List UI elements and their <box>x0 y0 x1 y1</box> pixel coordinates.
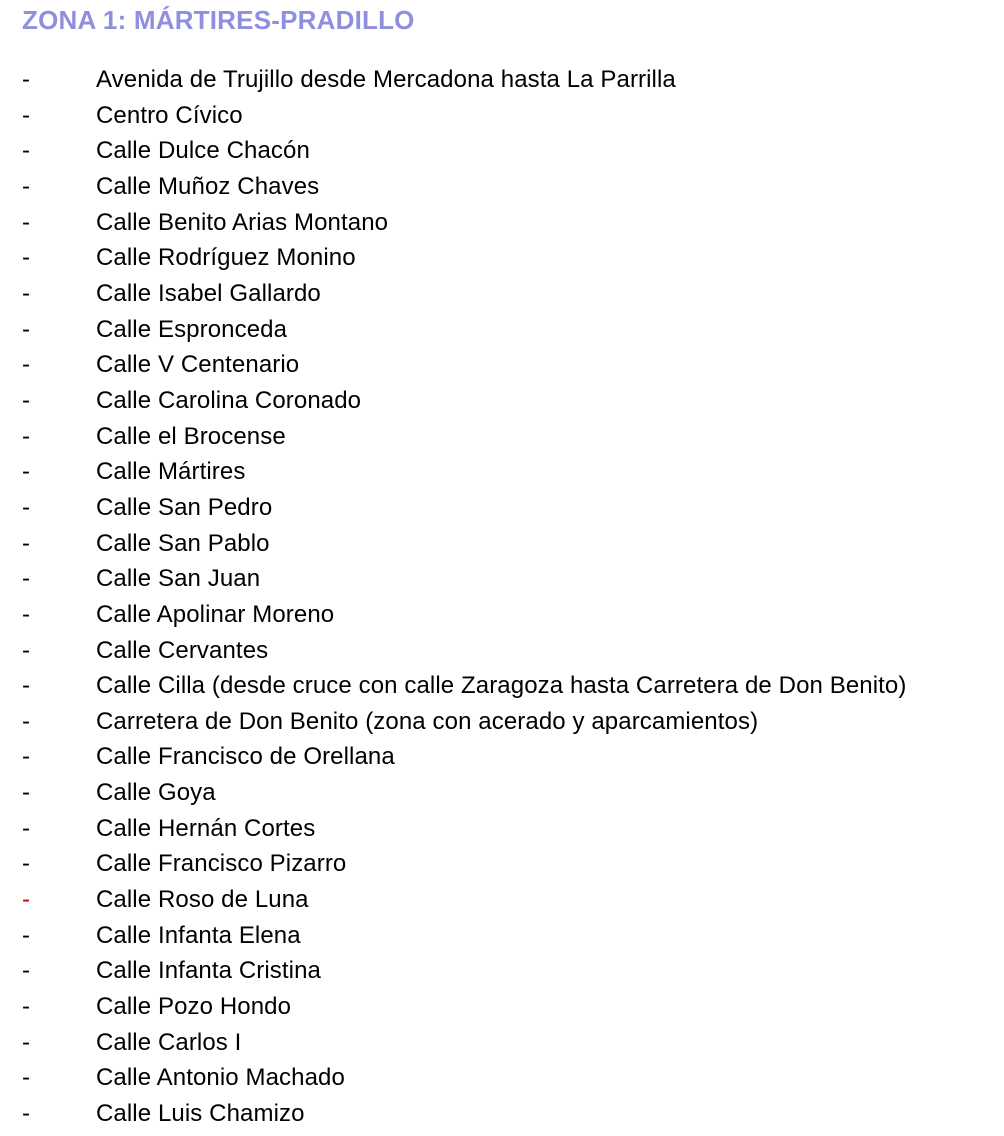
list-bullet-dash: - <box>22 279 30 307</box>
list-bullet-dash: - <box>22 493 30 521</box>
list-item <box>0 526 1004 562</box>
list-item <box>0 312 1004 348</box>
list-bullet-dash: - <box>22 1028 30 1056</box>
list-item <box>0 704 1004 740</box>
list-bullet-dash: - <box>22 1064 30 1092</box>
street-name: Calle Francisco de Orellana <box>96 743 395 771</box>
street-name: Calle Benito Arias Montano <box>96 208 389 236</box>
street-name: Calle Mártires <box>96 458 246 486</box>
street-name: Calle Dulce Chacón <box>96 137 310 165</box>
list-bullet-dash: - <box>22 600 30 628</box>
list-bullet-dash: - <box>22 458 30 486</box>
street-name: Calle V Centenario <box>96 351 300 379</box>
list-bullet-dash: - <box>22 244 30 272</box>
list-bullet-dash: - <box>22 779 30 807</box>
list-bullet-dash: - <box>22 1100 30 1128</box>
list-bullet-dash: - <box>22 707 30 735</box>
zone-title: ZONA 1: MÁRTIRES-PRADILLO <box>22 5 415 35</box>
list-item <box>0 846 1004 882</box>
street-name: Calle San Pedro <box>96 493 273 521</box>
list-item <box>0 205 1004 241</box>
list-bullet-dash: - <box>22 172 30 200</box>
list-item <box>0 668 1004 704</box>
list-bullet-dash: - <box>22 386 30 414</box>
list-item <box>0 133 1004 169</box>
list-item <box>0 347 1004 383</box>
list-bullet-dash: - <box>22 529 30 557</box>
list-bullet-dash: - <box>22 957 30 985</box>
street-name: Calle Cilla (desde cruce con calle Zaragoza hasta Carretera de Don Benito) <box>96 672 907 700</box>
street-name: Calle Infanta Cristina <box>96 957 321 985</box>
list-bullet-dash: - <box>22 137 30 165</box>
list-item <box>0 1060 1004 1096</box>
street-name: Carretera de Don Benito (zona con acerado y aparcamientos) <box>96 707 759 735</box>
list-item <box>0 811 1004 847</box>
street-name: Centro Cívico <box>96 101 243 129</box>
street-name: Calle Hernán Cortes <box>96 814 316 842</box>
list-item <box>0 383 1004 419</box>
list-bullet-dash: - <box>22 636 30 664</box>
list-bullet-dash: - <box>22 743 30 771</box>
street-name: Calle Goya <box>96 779 216 807</box>
street-name: Calle Espronceda <box>96 315 288 343</box>
list-bullet-dash: - <box>22 921 30 949</box>
list-bullet-dash: - <box>22 315 30 343</box>
street-name: Calle Carlos I <box>96 1028 242 1056</box>
list-bullet-dash: - <box>22 850 30 878</box>
list-bullet-dash: - <box>22 565 30 593</box>
street-name: Calle Francisco Pizarro <box>96 850 347 878</box>
list-item <box>0 775 1004 811</box>
list-item <box>0 419 1004 455</box>
street-name: Calle Pozo Hondo <box>96 993 292 1021</box>
list-item <box>0 597 1004 633</box>
list-item <box>0 882 1004 918</box>
list-item <box>0 276 1004 312</box>
street-name: Calle Infanta Elena <box>96 921 301 949</box>
list-item <box>0 989 1004 1025</box>
list-bullet-dash: - <box>22 208 30 236</box>
list-item <box>0 1096 1004 1132</box>
list-item <box>0 98 1004 134</box>
list-item <box>0 62 1004 98</box>
list-item <box>0 169 1004 205</box>
list-item <box>0 490 1004 526</box>
list-bullet-dash: - <box>22 993 30 1021</box>
street-name: Calle Cervantes <box>96 636 269 664</box>
street-name: Calle San Juan <box>96 565 261 593</box>
street-name: Calle el Brocense <box>96 422 286 450</box>
list-item <box>0 953 1004 989</box>
street-name: Avenida de Trujillo desde Mercadona hasta La Parrilla <box>96 66 676 93</box>
list-item <box>0 561 1004 597</box>
list-item <box>0 918 1004 954</box>
street-name: Calle Apolinar Moreno <box>96 600 335 628</box>
street-name: Calle Antonio Machado <box>96 1064 345 1092</box>
street-name: Calle San Pablo <box>96 529 270 557</box>
street-list <box>0 62 1004 1132</box>
list-item <box>0 454 1004 490</box>
list-bullet-dash: - <box>22 672 30 700</box>
list-item <box>0 240 1004 276</box>
list-bullet-dash: - <box>22 814 30 842</box>
street-name: Calle Luis Chamizo <box>96 1100 305 1128</box>
list-bullet-dash: - <box>22 886 30 914</box>
list-item <box>0 1025 1004 1061</box>
list-bullet-dash: - <box>22 351 30 379</box>
list-bullet-dash: - <box>22 66 30 93</box>
list-item <box>0 739 1004 775</box>
list-bullet-dash: - <box>22 422 30 450</box>
list-item <box>0 633 1004 669</box>
list-bullet-dash: - <box>22 101 30 129</box>
street-name: Calle Rodríguez Monino <box>96 244 356 272</box>
street-name: Calle Isabel Gallardo <box>96 279 321 307</box>
street-name: Calle Roso de Luna <box>96 886 309 914</box>
street-name: Calle Muñoz Chaves <box>96 172 320 200</box>
street-name: Calle Carolina Coronado <box>96 386 362 414</box>
